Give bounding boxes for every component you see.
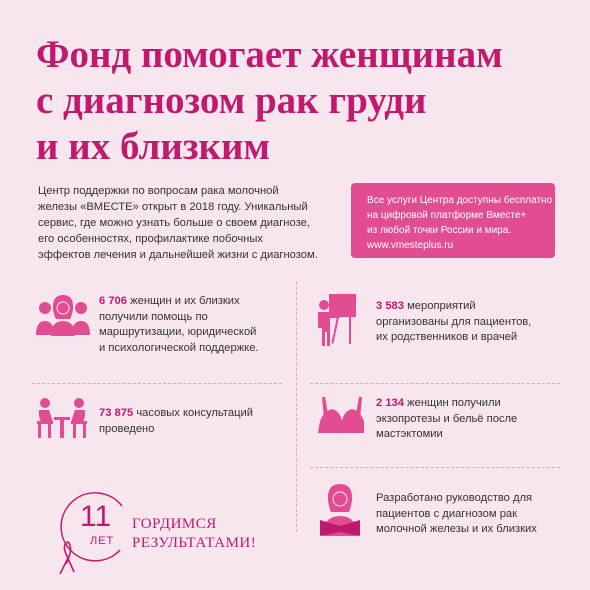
reading-woman-icon [320, 484, 360, 536]
stat-text: их родственников и врачей [376, 331, 518, 343]
stat-text: маршрутизации, юридической [99, 326, 257, 338]
promo-url-link[interactable]: www.vmesteplus.ru [367, 240, 454, 251]
stat-prosthesis [376, 396, 517, 443]
anniversary-badge [52, 486, 262, 582]
promo-line: из любой точки России и мира. [367, 225, 512, 236]
title-line: с диагнозом рак груди [36, 79, 427, 122]
stat-text: пациентов с диагнозом рак [376, 507, 518, 520]
horizontal-divider [310, 383, 560, 384]
stat-women [99, 294, 259, 356]
horizontal-divider [310, 467, 560, 468]
page-title [36, 32, 576, 170]
stat-number: 2 134 [376, 397, 404, 409]
stat-text: получили помощь по [99, 310, 208, 323]
stat-number: 6 706 [99, 295, 127, 307]
badge-unit: ЛЕТ [90, 535, 115, 547]
badge-line: ГОРДИМСЯ [132, 516, 217, 532]
horizontal-divider [32, 383, 282, 384]
stat-text: женщин и их близких [127, 295, 240, 307]
badge-number: 11 [80, 500, 112, 533]
stat-text: организованы для пациентов, [376, 315, 532, 328]
stat-text: проведено [99, 422, 155, 435]
stat-text: и психологической поддержке. [99, 341, 259, 354]
stat-number: 3 583 [376, 300, 404, 312]
title-line: и их близким [36, 125, 270, 168]
intro-line: Центр поддержки по вопросам рака молочной [38, 185, 279, 197]
stat-text: мастэктомии [376, 428, 443, 440]
vertical-divider [296, 282, 297, 532]
stat-events [376, 299, 531, 346]
stat-consult [99, 406, 253, 437]
stat-number: 73 875 [99, 407, 134, 419]
title-line: Фонд помогает женщинам [36, 33, 503, 76]
promo-box [351, 183, 555, 258]
presenter-icon [316, 294, 356, 346]
stat-text: молочной железы и их близких [376, 523, 537, 535]
badge-text [132, 515, 256, 553]
intro-line: железы «ВМЕСТЕ» открыт в 2018 году. Уникальный [38, 201, 308, 213]
intro-line: эффектов лечения и дальнейшей жизни с диагнозом. [38, 249, 318, 261]
women-group-icon [34, 293, 92, 337]
stat-text: женщин получили [404, 397, 501, 409]
stat-text: Разработано руководство для [376, 492, 533, 504]
stat-text: экзопротезы и бельё после [376, 412, 518, 425]
bra-icon [318, 395, 366, 443]
promo-line: Все услуги Центра доступны бесплатно [367, 195, 553, 206]
consultation-icon [34, 397, 90, 439]
intro-line: его особенностях, профилактике побочных [38, 233, 263, 245]
intro-line: сервис, где можно узнать больше о своем диагнозе, [38, 217, 310, 229]
stat-guide [376, 491, 537, 538]
promo-line: на цифровой платформе Вместе+ [367, 210, 527, 221]
stat-text: часовых консультаций [133, 407, 253, 419]
stat-text: мероприятий [404, 300, 476, 312]
badge-line: РЕЗУЛЬТАТАМИ! [132, 535, 257, 551]
intro-text [38, 183, 338, 263]
